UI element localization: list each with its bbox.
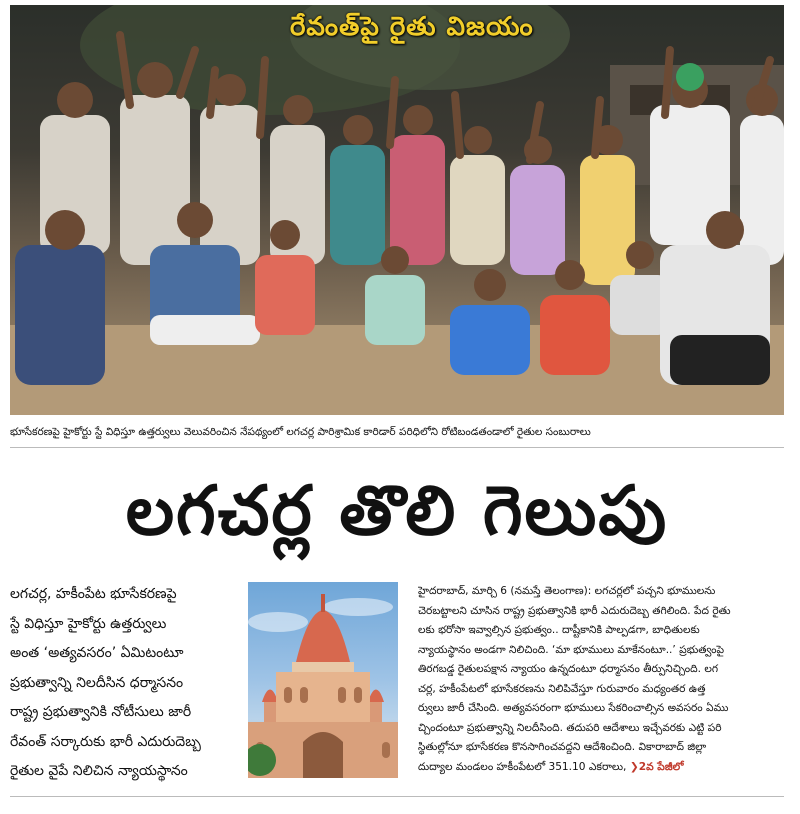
highlight-line: రైతుల వైపే నిలిచిన న్యాయస్థానం [10, 763, 188, 779]
photo-banner: రేవంత్‌పై రైతు విజయం [290, 12, 534, 42]
body-line: ర్వులు జారీ చేసింది. అత్యవసరంగా భూములు సేకరించాల్సిన అవసరం ఏము [418, 702, 729, 714]
high-court-illustration [248, 582, 398, 778]
highlight-line: రేవంత్ సర్కారుకు భారీ ఎదురుదెబ్బ [10, 733, 201, 750]
crowd-illustration [10, 5, 784, 415]
body-line: చెరబట్టాలని చూసిన రాష్ట్ర ప్రభుత్వానికి భారీ ఎదురుదెబ్బ తగిలింది. పేద రైతు [418, 604, 731, 617]
body-line: చర్ల, హకీంపేటలో భూసేకరణను నిలిపివేస్తూ గురువారం మధ్యంతర ఉత్త [418, 682, 706, 695]
body-line: హైదరాబాద్, మార్చి 6 (నమస్తే తెలంగాణ): లగచర్లలో పచ్చని భూములను [418, 585, 716, 597]
highlight-line: అంత ‘అత్యవసరం’ ఏమిటంటూ [10, 645, 184, 661]
high-court-photo [248, 582, 398, 778]
celebration-photo [10, 5, 784, 415]
body-line-last [418, 758, 788, 778]
highlight-line: రాష్ట్ర ప్రభుత్వానికి నోటీసులు జారీ [10, 704, 192, 720]
body-line: తిరగబడ్డ రైతులపక్షాన న్యాయం ఉన్నదంటూ ధర్మాసనం తీర్పునిచ్చింది. లగ [418, 663, 719, 675]
article-body [418, 582, 788, 777]
body-line: న్యాయస్థానం అండగా నిలిచింది. ‘మా భూములు మాకేనంటూ..’ ప్రభుత్వంపై [418, 643, 725, 656]
highlights-list [10, 580, 242, 787]
divider [10, 447, 784, 448]
bottom-divider [10, 796, 784, 797]
highlight-line: స్టే విధిస్తూ హైకోర్టు ఉత్తర్వులు [10, 615, 167, 632]
continued-link[interactable]: ❯2వ పేజీలో [629, 760, 684, 773]
body-line: స్థితుల్లోనూ భూసేకరణ కొనసాగించవద్దని ఆదేశించింది. వికారాబాద్ జిల్లా [418, 741, 707, 753]
highlight-line: లగచర్ల, హకీంపేట భూసేకరణపై [10, 586, 177, 602]
photo-caption: భూసేకరణపై హైకోర్టు స్టే విధిస్తూ ఉత్తర్వులు వెలువరించిన నేపథ్యంలో లగచర్ల పారిశ్రామిక కారిడార్ పరిధిలోని రోటిబండతండాలో రైతుల సంబురాలు [10, 426, 591, 438]
body-line: చ్చిందంటూ ప్రభుత్వాన్ని నిలదీసింది. తదుపరి ఆదేశాలు ఇచ్చేవరకు ఎట్టి పరి [418, 721, 722, 734]
continued-label: 2వ పేజీలో [638, 760, 684, 773]
headline: లగచర్ల తొలి గెలుపు [125, 472, 669, 551]
body-line: లకు భరోసా ఇవ్వాల్సిన ప్రభుత్వం.. దాష్టీకానికి పాల్పడగా, బాధితులకు [418, 624, 700, 636]
body-line: దుద్యాల మండలం హకీంపేటలో 351.10 ఎకరాలు, [418, 760, 627, 773]
highlight-line: ప్రభుత్వాన్ని నిలదీసిన ధర్మాసనం [10, 674, 184, 691]
